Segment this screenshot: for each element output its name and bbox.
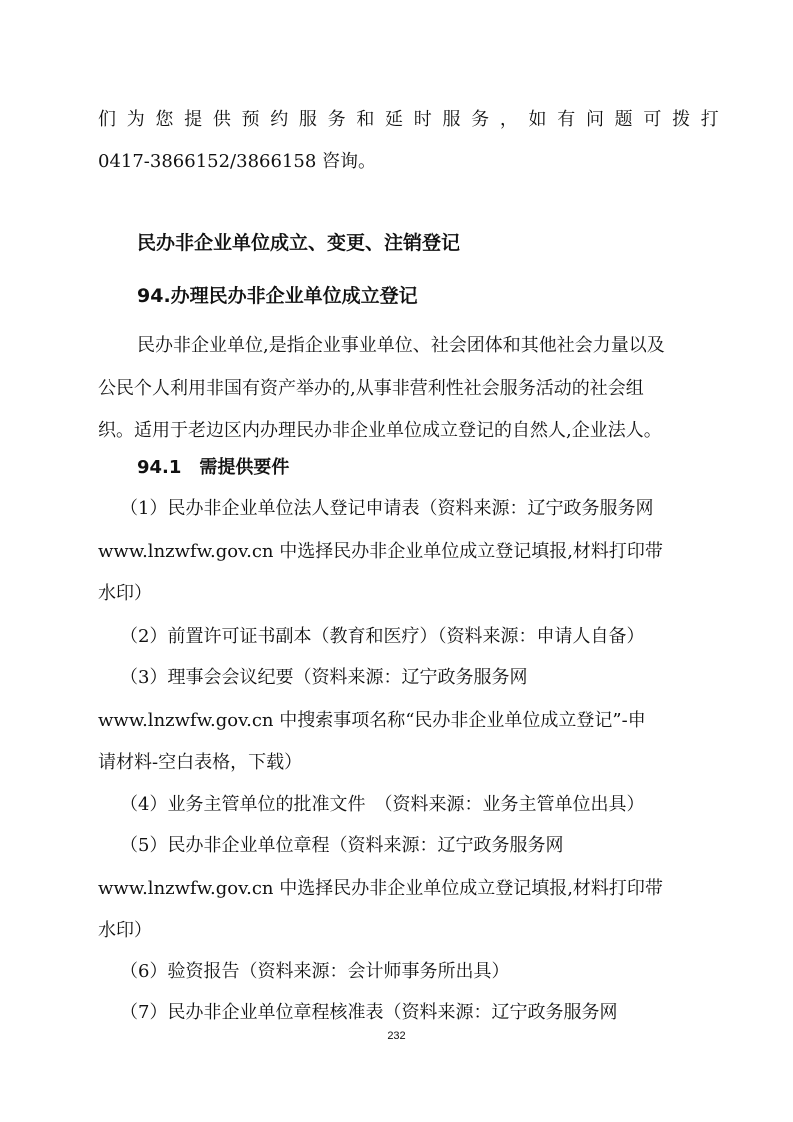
list-item: （1）民办非企业单位法人登记申请表（资料来源：辽宁政务服务网 [120, 498, 654, 519]
paragraph-line: 民办非企业单位,是指企业事业单位、社会团体和其他社会力量以及 [137, 335, 665, 356]
justified-char: 务 [471, 109, 490, 130]
list-item: （4）业务主管单位的批准文件 （资料来源：业务主管单位出具） [120, 794, 645, 815]
justified-char: 时 [413, 109, 432, 130]
list-item: （5）民办非企业单位章程（资料来源：辽宁政务服务网 [120, 835, 564, 856]
justified-char: 供 [212, 109, 231, 130]
justified-char: 务 [327, 109, 346, 130]
list-item-continuation: 水印） [98, 920, 152, 941]
justified-char: 您 [155, 109, 174, 130]
justified-char: 题 [614, 109, 633, 130]
justified-char: 可 [643, 109, 662, 130]
justified-char: 拨 [672, 109, 691, 130]
list-item-continuation: 请材料-空白表格，下载） [98, 752, 303, 773]
justified-char: 延 [385, 109, 404, 130]
paragraph-line: 公民个人利用非国有资产举办的,从事非营利性社会服务活动的社会组 [98, 378, 644, 399]
section-heading: 民办非企业单位成立、变更、注销登记 [137, 232, 461, 254]
list-item: （7）民办非企业单位章程核准表（资料来源：辽宁政务服务网 [120, 1002, 618, 1023]
justified-char: 为 [126, 109, 145, 130]
list-item: （3）理事会会议纪要（资料来源：辽宁政务服务网 [120, 667, 528, 688]
list-item: （6）验资报告（资料来源：会计师事务所出具） [120, 961, 510, 982]
justified-char: 有 [557, 109, 576, 130]
justified-char: 约 [270, 109, 289, 130]
justified-char: 们 [98, 109, 116, 130]
justified-char: 服 [298, 109, 317, 130]
page-number: 232 [387, 1030, 406, 1042]
justified-char: ， [499, 109, 518, 130]
list-item-continuation: www.lnzwfw.gov.cn 中选择民办非企业单位成立登记填报,材料打印带 [98, 878, 663, 899]
justified-char: 服 [442, 109, 461, 130]
item-heading: 94.办理民办非企业单位成立登记 [137, 285, 418, 307]
list-item-continuation: 水印） [98, 583, 152, 604]
justified-char: 和 [356, 109, 375, 130]
list-item-continuation: www.lnzwfw.gov.cn 中搜索事项名称“民办非企业单位成立登记”-申 [98, 710, 646, 731]
justified-char: 打 [700, 109, 719, 130]
subsection-heading: 94.1 需提供要件 [137, 457, 290, 478]
list-item-continuation: www.lnzwfw.gov.cn 中选择民办非企业单位成立登记填报,材料打印带 [98, 541, 663, 562]
justified-char: 预 [241, 109, 260, 130]
justified-char: 如 [528, 109, 547, 130]
paragraph-line: 织。适用于老边区内办理民办非企业单位成立登记的自然人,企业法人。 [98, 420, 662, 441]
justified-char: 问 [585, 109, 604, 130]
justified-char: 提 [184, 109, 203, 130]
list-item: （2）前置许可证书副本（教育和医疗）（资料来源：申请人自备） [120, 626, 645, 647]
paragraph-line [98, 108, 719, 132]
paragraph-line: 0417-3866152/3866158 咨询。 [98, 151, 377, 172]
